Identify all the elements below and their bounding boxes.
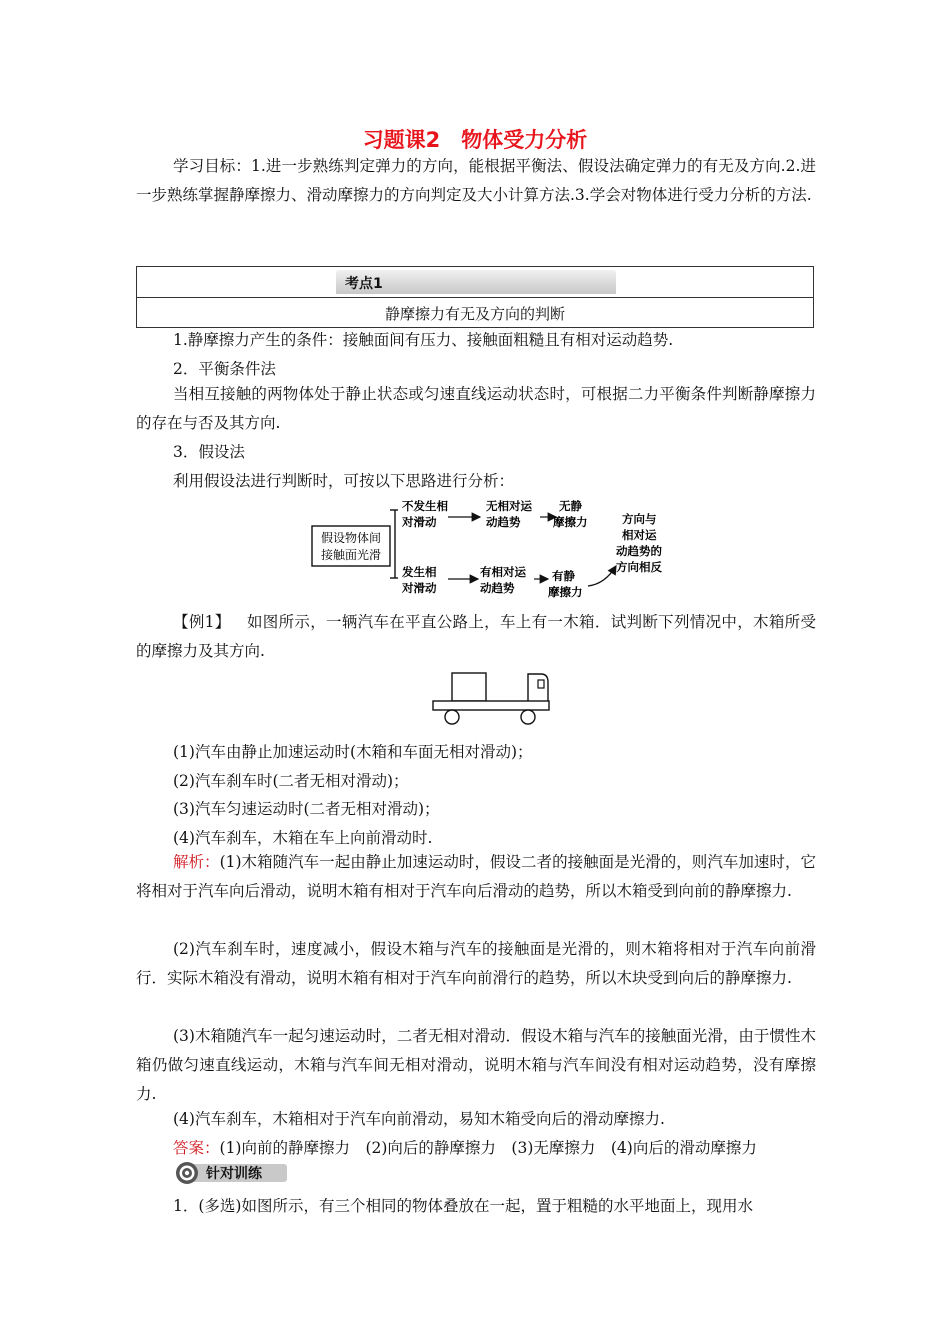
training-q1: 1．(多选)如图所示，有三个相同的物体叠放在一起，置于粗糙的水平地面上，现用水 (173, 1197, 753, 1215)
flow-result-l1: 方向与 (622, 512, 657, 526)
truck-rear-wheel (445, 710, 459, 724)
learning-objectives: 学习目标：1.进一步熟练判定弹力的方向，能根据平衡法、假设法确定弹力的有无及方向.2.进一步熟练掌握静摩擦力、滑动摩擦力的方向判定及大小计算方法.3.学会对物体进行受力分析的方法. (136, 157, 816, 204)
flow-bot-c-l2: 摩擦力 (548, 585, 583, 599)
section-tag: 考点1 (345, 276, 383, 292)
truck-bed (433, 701, 549, 710)
answer-text: (1)向前的静摩擦力 (2)向后的静摩擦力 (3)无摩擦力 (4)向后的滑动摩擦力 (219, 1139, 757, 1157)
answer-label: 答案： (173, 1139, 220, 1157)
flow-start-l1: 假设物体间 (320, 531, 382, 545)
point-2-title: 2．平衡条件法 (173, 360, 276, 378)
example-q3: (3)汽车匀速运动时(二者无相对滑动)； (173, 800, 440, 818)
truck-figure (428, 670, 554, 728)
point-1: 1.静摩擦力产生的条件：接触面间有压力、接触面粗糙且有相对运动趋势. (173, 331, 674, 349)
analysis-a3: (3)木箱随汽车一起匀速运动时，二者无相对滑动．假设木箱与汽车的接触面光滑，由于惯性木箱仍做匀速直线运动，木箱与汽车间无相对滑动，说明木箱与汽车间没有相对运动趋势，没有摩擦力. (136, 1027, 816, 1103)
example-q1: (1)汽车由静止加速运动时(木箱和车面无相对滑动)； (173, 743, 533, 761)
analysis-a1 (136, 848, 816, 906)
flow-top-b-l1: 无相对运 (486, 499, 532, 513)
point-2-body: 当相互接触的两物体处于静止状态或匀速直线运动状态时，可根据二力平衡条件判断静摩擦力的存在与否及其方向. (136, 385, 816, 432)
flow-top-c-l1: 无静 (559, 499, 582, 513)
flow-bot-b-l1: 有相对运 (480, 565, 526, 579)
flow-top-a-l1: 不发生相 (402, 499, 448, 513)
flow-bot-c-l1: 有静 (552, 569, 575, 583)
flow-bot-a-l2: 对滑动 (402, 581, 437, 595)
section-header-box (136, 266, 814, 328)
example-text: 如图所示，一辆汽车在平直公路上，车上有一木箱．试判断下列情况中，木箱所受的摩擦力及其方向. (136, 613, 816, 660)
analysis-label: 解析： (173, 853, 220, 871)
flow-top-c-l2: 摩擦力 (553, 515, 588, 529)
answer-line (173, 1138, 823, 1158)
analysis-a4: (4)汽车刹车，木箱相对于汽车向前滑动，易知木箱受向后的滑动摩擦力. (173, 1110, 665, 1128)
example-q2: (2)汽车刹车时(二者无相对滑动)； (173, 772, 409, 790)
wooden-box (452, 673, 486, 701)
training-label: 针对训练 (206, 1166, 262, 1182)
section-divider (137, 297, 813, 298)
example-1 (136, 608, 816, 666)
flow-top-a-l2: 对滑动 (402, 515, 437, 529)
truck-front-wheel (521, 710, 535, 724)
flow-result-l3: 动趋势的 (616, 544, 662, 558)
hypothesis-flowchart (300, 496, 700, 600)
example-label: 【例1】 (173, 613, 231, 631)
flow-top-b-l2: 动趋势 (486, 515, 521, 529)
section-subtitle: 静摩擦力有无及方向的判断 (384, 305, 565, 323)
flow-start-l2: 接触面光滑 (320, 548, 382, 562)
truck-window (538, 680, 544, 688)
flow-bot-b-l2: 动趋势 (480, 581, 515, 595)
analysis-a2: (2)汽车刹车时，速度减小，假设木箱与汽车的接触面是光滑的，则木箱将相对于汽车向前滑行．实际木箱没有滑动，说明木箱有相对于汽车向前滑行的趋势，所以木块受到向后的静摩擦力. (136, 940, 816, 987)
flow-result-l4: 方向相反 (616, 560, 662, 574)
flow-result-l2: 相对运 (622, 528, 657, 542)
point-3-title: 3．假设法 (173, 443, 245, 461)
example-q4: (4)汽车刹车，木箱在车上向前滑动时. (173, 829, 433, 847)
page-title: 习题课2 物体受力分析 (362, 128, 588, 152)
flow-bot-a-l1: 发生相 (402, 565, 437, 579)
flow-arrow-curve (588, 566, 616, 586)
point-3-body: 利用假设法进行判断时，可按以下思路进行分析： (173, 472, 515, 490)
analysis-a1-text: (1)木箱随汽车一起由静止加速运动时，假设二者的接触面是光滑的，则汽车加速时，它将相对于汽车向后滑动，说明木箱有相对于汽车向后滑动的趋势，所以木箱受到向前的静摩擦力. (136, 853, 816, 900)
